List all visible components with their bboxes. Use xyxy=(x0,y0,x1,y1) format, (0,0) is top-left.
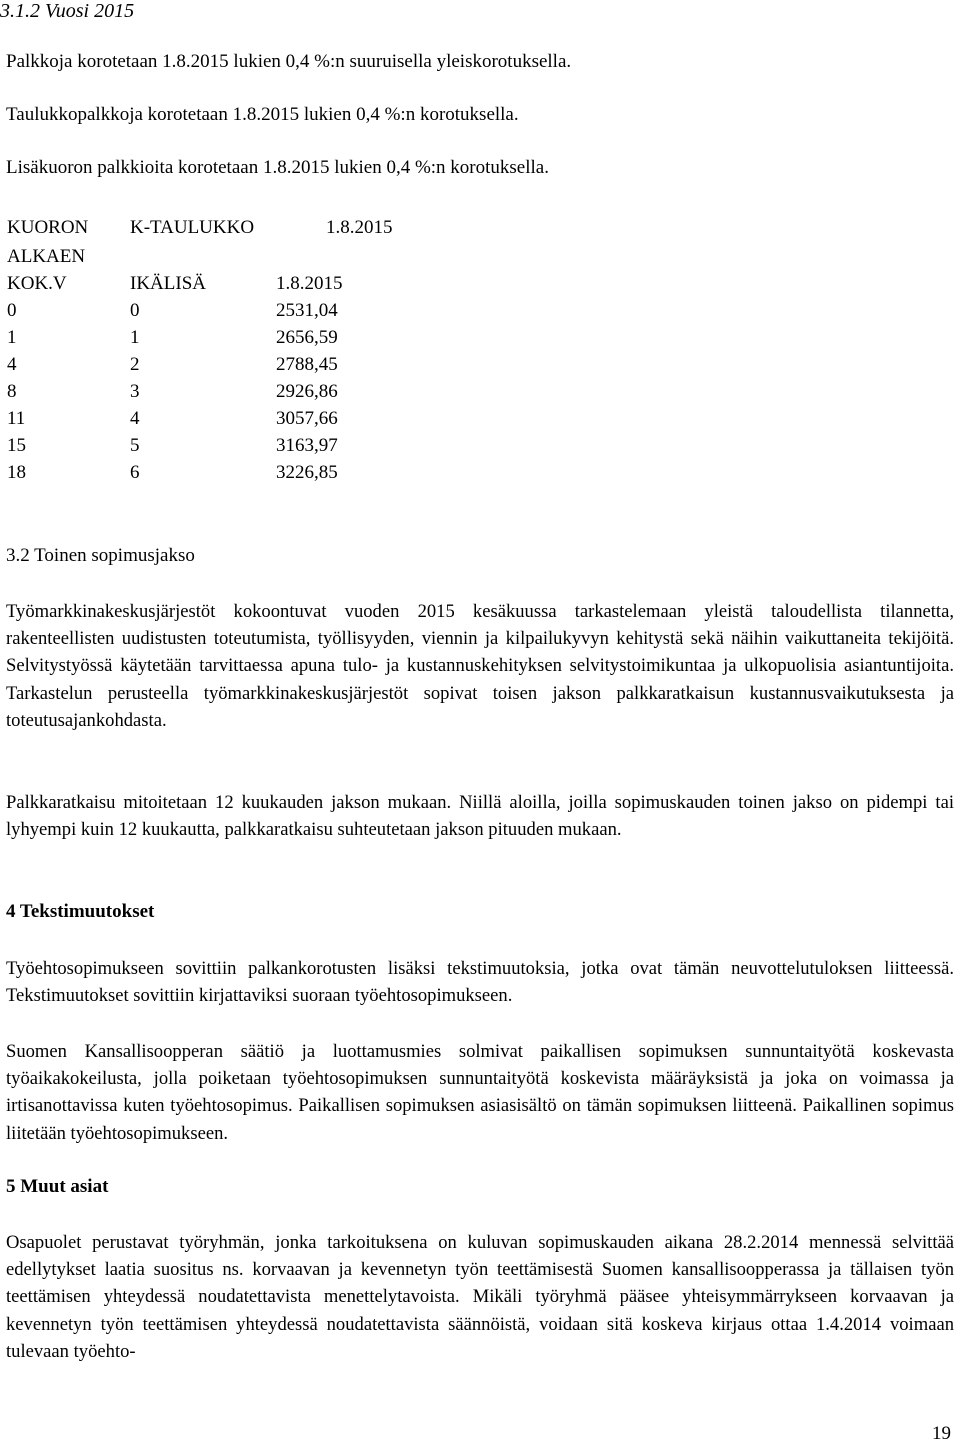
table-cell: 3226,85 xyxy=(276,462,338,483)
table-cell: 2 xyxy=(130,354,140,375)
table-cell: 0 xyxy=(130,300,140,321)
table-cell: 8 xyxy=(7,381,17,402)
table-cell: 3163,97 xyxy=(276,435,338,456)
paragraph-extra-choir-increase: Lisäkuoron palkkioita korotetaan 1.8.2015 lukien 0,4 %:n korotuksella. xyxy=(6,157,549,178)
table-cell: 1 xyxy=(130,327,140,348)
paragraph-text-changes: Työehtosopimukseen sovittiin palkankorotusten lisäksi tekstimuutoksia, jotka ovat tämän neuvottelutuloksen liitteessä. Tekstimuutokset sovittiin kirjattaviksi suoraan työehtosopimukseen. xyxy=(6,958,954,1007)
table-cell: 3057,66 xyxy=(276,408,338,429)
table-header-cell: IKÄLISÄ xyxy=(130,273,206,294)
paragraph-table-salary-increase: Taulukkopalkkoja korotetaan 1.8.2015 lukien 0,4 %:n korotuksella. xyxy=(6,104,519,125)
table-cell: 3 xyxy=(130,381,140,402)
table-cell: 5 xyxy=(130,435,140,456)
paragraph-salary-period: Palkkaratkaisu mitoitetaan 12 kuukauden jakson mukaan. Niillä aloilla, joilla sopimuskauden toinen jakso on pidempi tai lyhyempi kuin 12 kuukautta, palkkaratkaisu suhteutetaan jakson pituuden mukaan. xyxy=(6,792,954,841)
table-cell: 0 xyxy=(7,300,17,321)
table-header-cell: ALKAEN xyxy=(7,246,86,267)
paragraph-working-group: Osapuolet perustavat työryhmän, jonka tarkoituksena on kuluvan sopimuskauden aikana 28.2.2014 mennessä selvittää edellytykset laatia suositus ns. korvaavan ja kevennetyn työn teettämisestä Suomen kansallisoopperassa ja tällaisen työn teettämisen yhteydessä noudatettavista menettelytavoista. Mikäli työryhmä pääsee yhteisymmärrykseen korvaavan ja kevennetyn työn teettämisen yhteydessä noudatettavista säännöistä, voidaan sitä koskeva kirjaus ottaa 1.4.2014 voimaan tulevaan työehto- xyxy=(6,1232,954,1362)
paragraph-second-period: Työmarkkinakeskusjärjestöt kokoontuvat vuoden 2015 kesäkuussa tarkastelemaan yleistä taloudellista tilannetta, rakenteellisten uudistusten toteutumista, työllisyyden, viennin ja kilpailukyvyn kehitystä sekä näihin vaikuttaneita tekijöitä. Selvitystyössä käytetään tarvittaessa apuna tulo- ja kustannuskehityksen selvitystoimikuntaa ja ulkopuolisia asiantuntijoita. Tarkastelun perusteella työmarkkinakeskusjärjestöt sopivat toisen jakson palkkaratkaisun kustannusvaikutuksesta ja toteutusajankohdasta. xyxy=(6,601,954,731)
table-cell: 2788,45 xyxy=(276,354,338,375)
table-header-cell: KOK.V xyxy=(7,273,67,294)
paragraph-local-agreement: Suomen Kansallisoopperan säätiö ja luottamusmies solmivat paikallisen sopimuksen sunnuntaityötä koskevasta työaikakokeilusta, jolla poiketaan työehtosopimuksen sunnuntaityötä koskevista määräyksistä ja joka on voimassa ja irtisanottavissa kuten työehtosopimus. Paikallisen sopimuksen asiasisältö on tämän sopimuksen liitteenä. Paikallinen sopimus liitetään työehtosopimukseen. xyxy=(6,1041,954,1144)
section-heading-5: 5 Muut asiat xyxy=(6,1176,109,1197)
section-heading-3-1-2: 3.1.2 Vuosi 2015 xyxy=(0,0,135,22)
table-cell: 6 xyxy=(130,462,140,483)
section-heading-3-2: 3.2 Toinen sopimusjakso xyxy=(6,545,195,566)
table-cell: 11 xyxy=(7,408,26,429)
table-header-cell: 1.8.2015 xyxy=(326,217,393,238)
table-cell: 2531,04 xyxy=(276,300,338,321)
table-cell: 1 xyxy=(7,327,17,348)
section-heading-4: 4 Tekstimuutokset xyxy=(6,901,155,922)
table-cell: 4 xyxy=(130,408,140,429)
table-cell: 4 xyxy=(7,354,17,375)
table-header-cell: KUORON xyxy=(7,217,89,238)
paragraph-salary-increase: Palkkoja korotetaan 1.8.2015 lukien 0,4 %:n suuruisella yleiskorotuksella. xyxy=(6,51,572,72)
page-number: 19 xyxy=(932,1423,951,1444)
table-cell: 15 xyxy=(7,435,26,456)
table-cell: 2656,59 xyxy=(276,327,338,348)
table-cell: 18 xyxy=(7,462,26,483)
table-cell: 2926,86 xyxy=(276,381,338,402)
table-header-cell: 1.8.2015 xyxy=(276,273,343,294)
table-header-cell: K-TAULUKKO xyxy=(130,217,255,238)
